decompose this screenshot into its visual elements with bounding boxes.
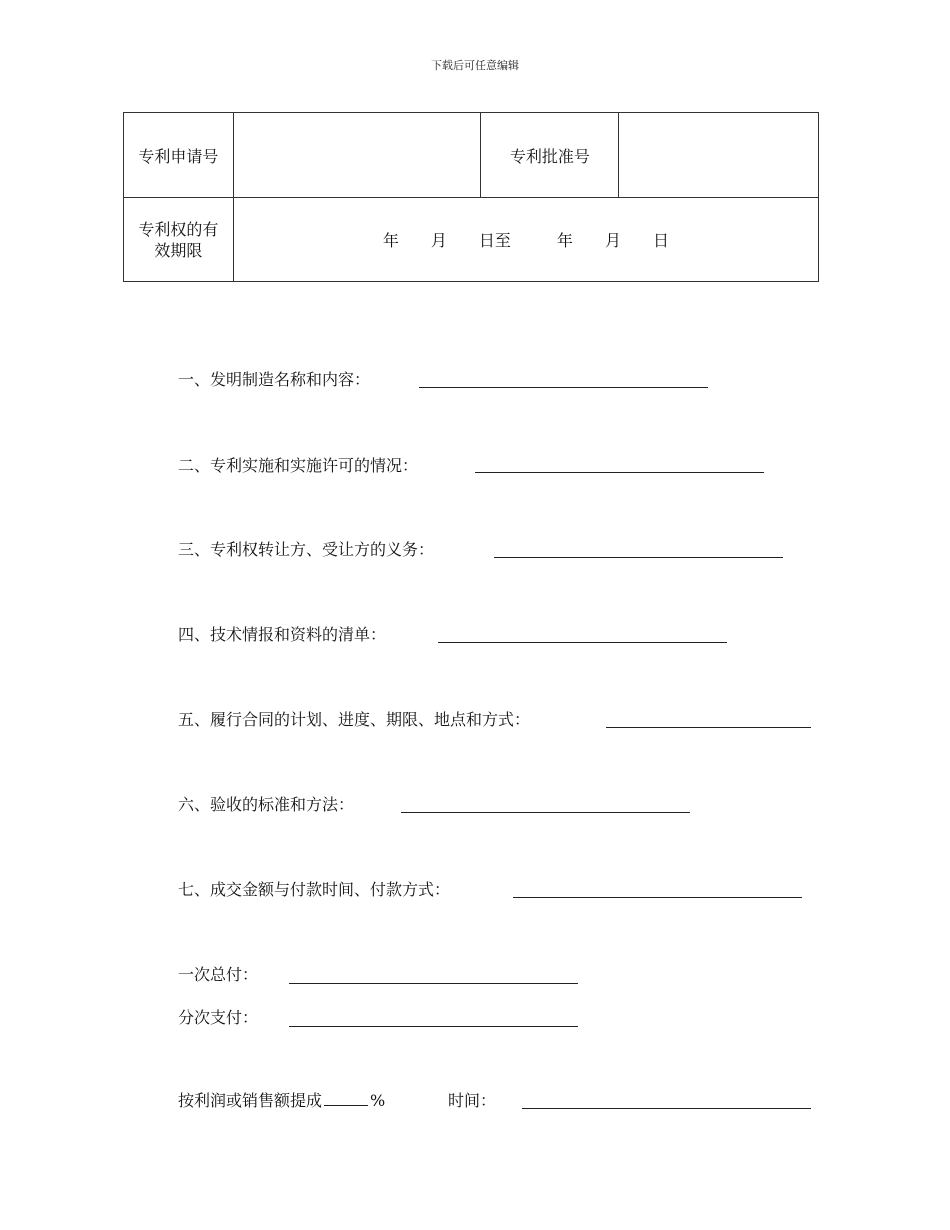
item-4-label: 四、技术情报和资料的清单： xyxy=(178,625,387,644)
item-3-label: 三、专利权转让方、受让方的义务： xyxy=(178,540,435,559)
application-no-field[interactable] xyxy=(233,113,481,198)
validity-period-field[interactable] xyxy=(233,198,818,282)
item-3-blank[interactable] xyxy=(494,557,783,558)
royalty-label: 按利润或销售额提成 xyxy=(178,1091,323,1110)
patent-info-table xyxy=(123,112,819,282)
item-6-label: 六、验收的标准和方法： xyxy=(178,795,355,814)
validity-label xyxy=(124,198,234,282)
item-4-blank[interactable] xyxy=(438,642,727,643)
year-start: 年 xyxy=(382,231,399,250)
lump-sum-blank[interactable] xyxy=(289,983,578,984)
percent-sign: % xyxy=(370,1091,386,1110)
item-1-label: 一、发明制造名称和内容： xyxy=(178,370,371,389)
royalty-percent-blank[interactable] xyxy=(324,1089,368,1106)
item-1-blank[interactable] xyxy=(419,387,708,388)
lump-sum-label: 一次总付： xyxy=(178,965,259,984)
day-end: 日 xyxy=(652,231,669,250)
item-7-blank[interactable] xyxy=(513,897,802,898)
royalty-line xyxy=(178,1089,385,1113)
validity-label-line1: 专利权的有 xyxy=(138,219,219,239)
item-6-blank[interactable] xyxy=(401,812,690,813)
item-5-label: 五、履行合同的计划、进度、期限、地点和方式： xyxy=(178,710,531,729)
header-note: 下载后可任意编辑 xyxy=(431,59,519,72)
month-end: 月 xyxy=(604,231,621,250)
approval-no-label: 专利批准号 xyxy=(481,113,619,198)
month-start: 月 xyxy=(430,231,447,250)
approval-no-field[interactable] xyxy=(619,113,819,198)
installment-blank[interactable] xyxy=(289,1026,578,1027)
time-blank[interactable] xyxy=(522,1108,811,1109)
item-5-blank[interactable] xyxy=(606,727,811,728)
application-no-label: 专利申请号 xyxy=(124,113,234,198)
item-7-label: 七、成交金额与付款时间、付款方式： xyxy=(178,880,451,899)
item-2-label: 二、专利实施和实施许可的情况： xyxy=(178,456,419,475)
installment-label: 分次支付： xyxy=(178,1008,259,1027)
year-end: 年 xyxy=(556,231,573,250)
item-2-blank[interactable] xyxy=(475,472,764,473)
day-to: 日至 xyxy=(478,231,511,250)
time-label: 时间： xyxy=(448,1091,497,1110)
validity-label-line2: 效期限 xyxy=(154,240,203,260)
